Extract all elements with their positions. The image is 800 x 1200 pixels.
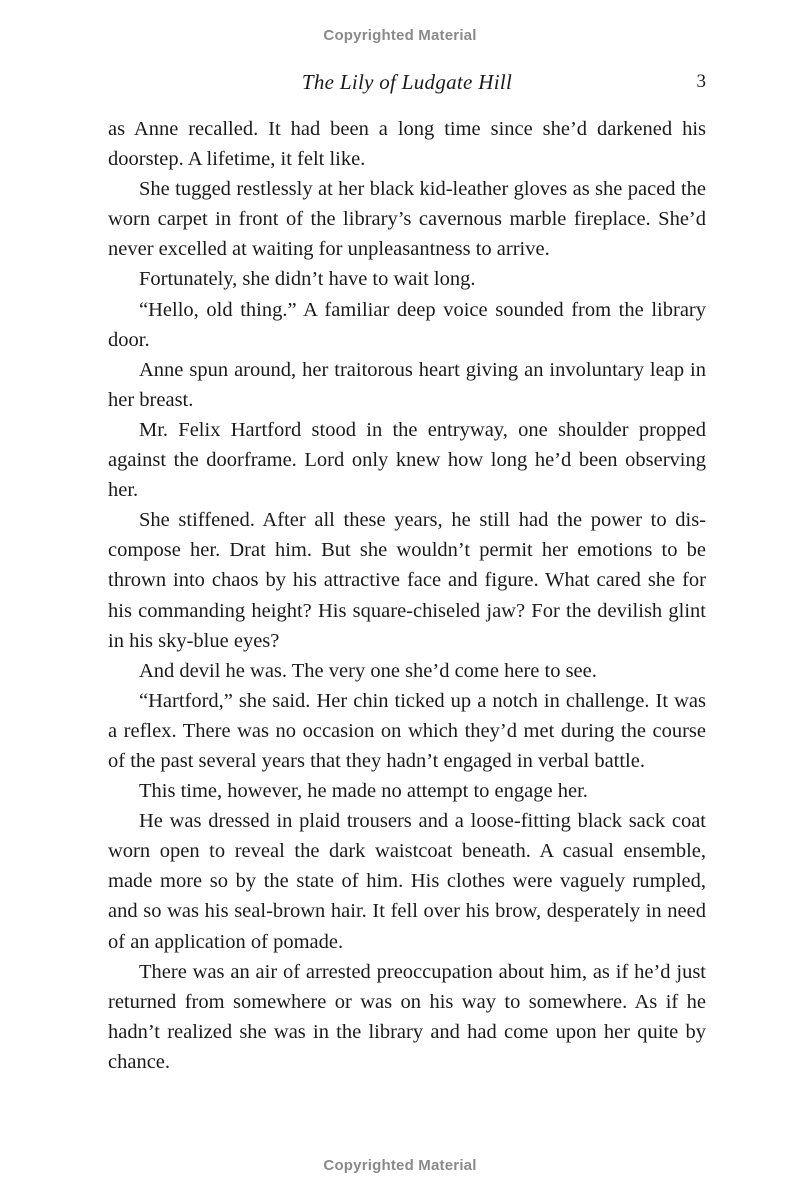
running-title: The Lily of Ludgate Hill [301,70,513,94]
paragraph: She tugged restlessly at her black kid-leather gloves as she paced the worn carpet in front of the library’s cavernous marble fireplace. She’d never excelled at waiting for unpleasantness to arrive. [108,178,706,261]
paragraph: And devil he was. The very one she’d come here to see. [139,659,597,682]
copyright-watermark-top: Copyrighted Material [323,27,477,44]
paragraph: “Hello, old thing.” A familiar deep voice sounded from the library door. [108,298,706,351]
paragraph: Mr. Felix Hartford stood in the entryway, one shoulder propped against the doorframe. Lord only knew how long he’d been observing her. [108,418,706,502]
paragraph: “Hartford,” she said. Her chin ticked up a notch in challenge. It was a reflex. There was no occasion on which they’d met during the course of the past several years that they hadn’t engaged in verbal battle. [108,689,706,772]
copyright-watermark-bottom: Copyrighted Material [323,1157,477,1174]
paragraph: She stiffened. After all these years, he still had the power to discompose her. Drat him. But she wouldn’t permit her emotions to be thrown into chaos by his attractive face and figure. What cared she for his commanding height? His square-chiseled jaw? For the devilish glint in his sky-blue eyes? [108,509,706,652]
paragraph: There was an air of arrested preoccupation about him, as if he’d just returned from somewhere or was on his way to somewhere. As if he hadn’t realized she was in the library and had come upon her quite by chance. [108,960,706,1073]
body-text [108,114,706,1077]
paragraph: He was dressed in plaid trousers and a loose-fitting black sack coat worn open to reveal the dark waistcoat beneath. A casual ensemble, made more so by the state of him. His clothes were vaguely rumpled, and so was his seal-brown hair. It fell over his brow, desperately in need of an application of pomade. [108,810,706,953]
paragraph: Fortunately, she didn’t have to wait long. [139,268,476,291]
paragraph: as Anne recalled. It had been a long time since she’d darkened his doorstep. A lifetime, it felt like. [108,118,706,171]
running-header [108,70,706,100]
page-number: 3 [696,71,706,92]
paragraph: This time, however, he made no attempt to engage her. [139,780,588,803]
paragraph: Anne spun around, her traitorous heart giving an involuntary leap in her breast. [108,358,706,411]
